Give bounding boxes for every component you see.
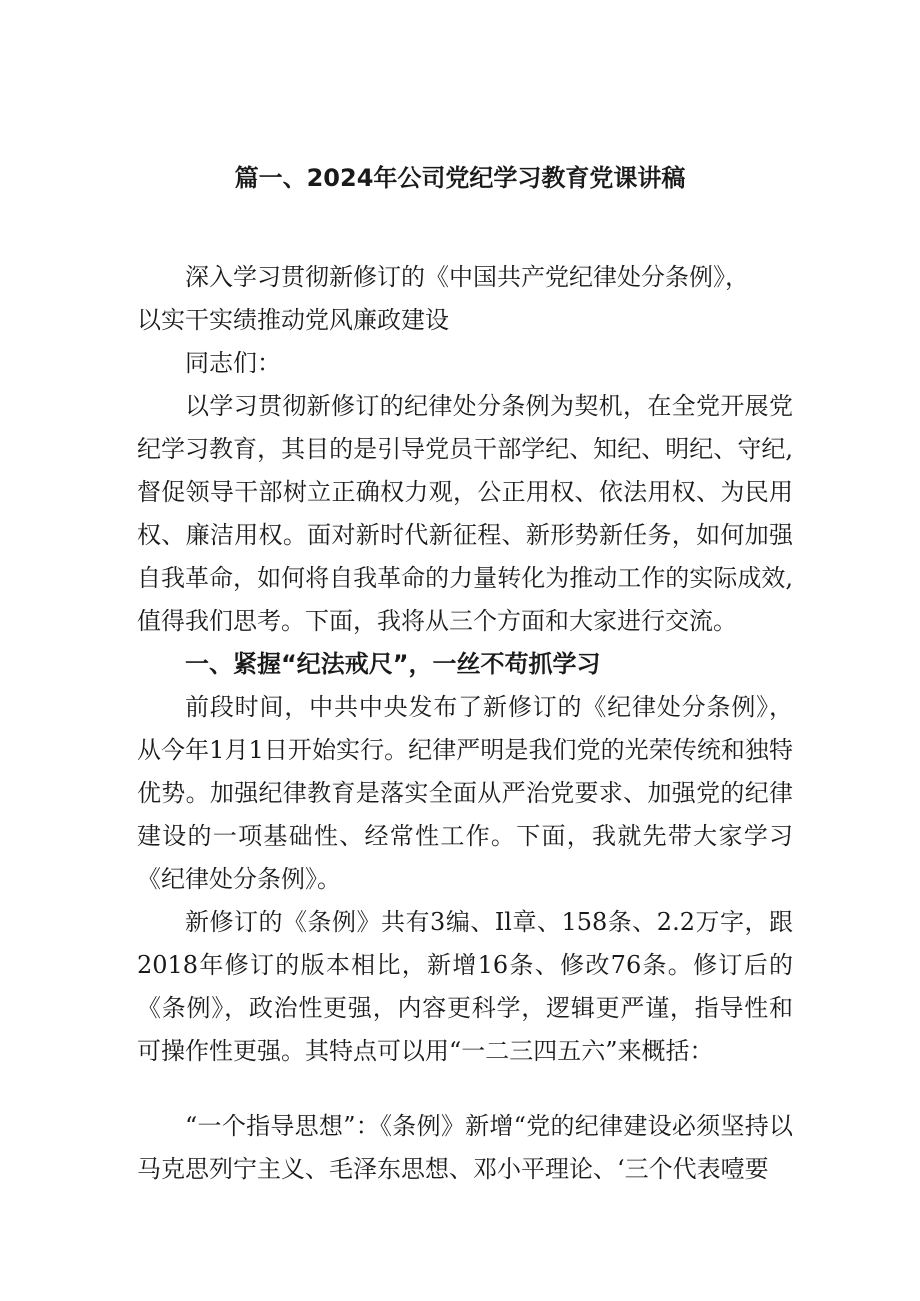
subtitle-line-1: 深入学习贯彻新修订的《中国共产党纪律处分条例》， bbox=[185, 263, 749, 291]
document-title: 篇一、2024年公司党纪学习教育党课讲稿 bbox=[234, 164, 686, 192]
subtitle-line-2: 以实干实绩推动党风廉政建设 bbox=[137, 306, 449, 334]
paragraph-gap bbox=[137, 1073, 793, 1105]
salutation: 同志们： bbox=[185, 349, 281, 377]
section-1-paragraph-1: 前段时间，中共中央发布了新修订的《纪律处分条例》，从今年1月1日开始实行。纪律严明是我们党的光荣传统和独特优势。加强纪律教育是落实全面从严治党要求、加强党的纪律建设的一项基础性、经常性工作。下面，我就先带大家学习《纪律处分条例》。 bbox=[137, 693, 793, 893]
section-1-heading: 一、紧握“纪法戒尺”，一丝不苟抓学习 bbox=[185, 650, 601, 678]
intro-paragraph: 以学习贯彻新修订的纪律处分条例为契机，在全党开展党纪学习教育，其目的是引导党员干部学纪、知纪、明纪、守纪,督促领导干部树立正确权力观，公正用权、依法用权、为民用权、廉洁用权。面对新时代新征程、新形势新任务，如何加强自我革命，如何将自我革命的力量转化为推动工作的实际成效,值得我们思考。下面，我将从三个方面和大家进行交流。 bbox=[137, 392, 793, 635]
section-1-paragraph-2: 新修订的《条例》共有3编、Il章、158条、2.2万字，跟2018年修订的版本相比，新增16条、修改76条。修订后的《条例》，政治性更强，内容更科学，逻辑更严谨，指导性和可操作性更强。其特点可以用“一二三四五六”来概括： bbox=[137, 908, 793, 1065]
section-1-paragraph-3: “一个指导思想”：《条例》新增“党的纪律建设必须坚持以马克思列宁主义、毛泽东思想、邓小平理论、‘三个代表噎要 bbox=[137, 1112, 793, 1183]
document-body bbox=[137, 256, 793, 1191]
